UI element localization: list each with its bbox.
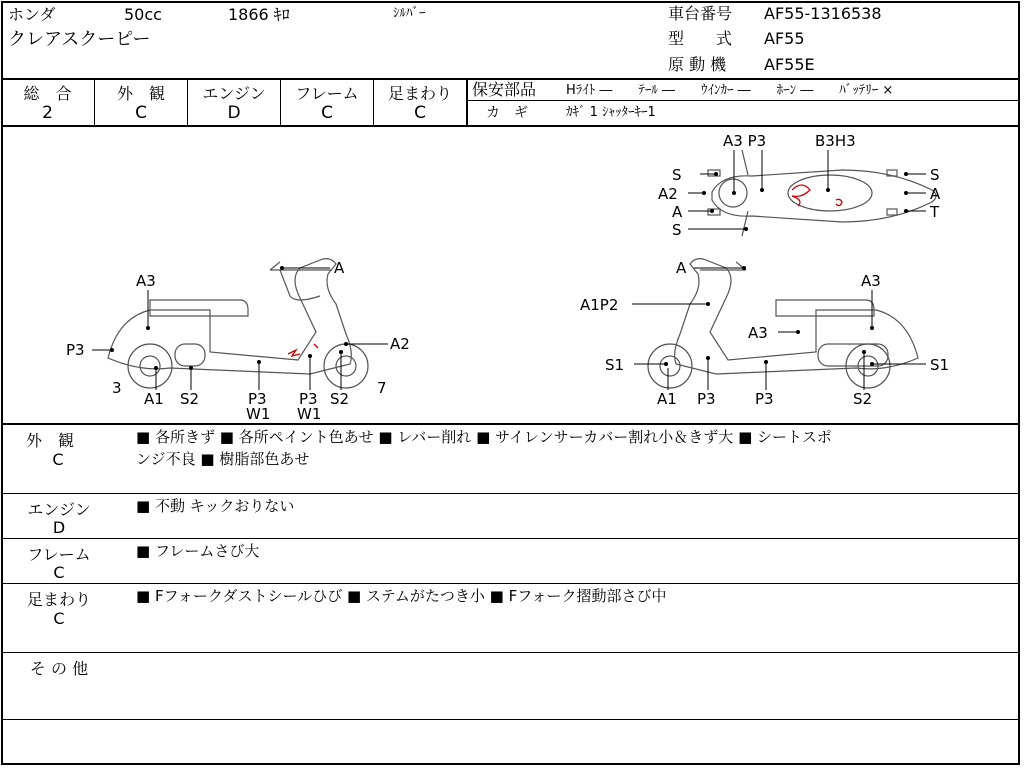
grade-label-engine: エンジン [202,84,266,103]
key-value: ｶｷﾞ 1 ｼｬｯﾀｰｷｰ1 [566,105,656,120]
grade-value-overall: 2 [42,103,53,123]
top-label-s1: S [672,166,682,184]
engine-line-1: ■ 不動 キックおりない [136,497,295,515]
grade-label-suspension: 足まわり [387,84,452,103]
left-label-a2: A2 [390,335,410,353]
section-title-suspension: 足まわり [26,590,91,609]
grade-label-overall: 総 合 [23,84,72,103]
right-label-a1p2: A1P2 [580,296,619,314]
frame-no: AF55-1316538 [764,4,882,23]
left-label-a1: A1 [144,390,164,408]
type-label: 型 式 [668,29,733,48]
top-label-t: T [930,203,940,221]
right-label-a1: A1 [657,390,677,408]
right-label-a3-seat: A3 [861,272,881,290]
section-grade-suspension: C [53,609,65,628]
engine-value: AF55E [764,55,815,74]
grade-value-exterior: C [135,103,147,123]
section-grade-frame: C [53,563,65,582]
section-title-frame: フレーム [27,545,91,564]
left-label-3: 3 [112,379,122,397]
top-label-s2: S [672,221,682,239]
left-label-s2: S2 [180,390,200,408]
top-label-a-right: A [930,185,941,203]
frame-label: 車台番号 [668,4,733,23]
right-label-a3: A3 [748,324,768,342]
grade-value-frame: C [321,103,333,123]
key-label: カ ギ [486,105,528,121]
grade-label-exterior: 外 観 [116,84,165,103]
right-label-s1-rear: S1 [930,356,950,374]
suspension-line-1: ■ Fフォークダストシールひび ■ ステムがたつき小 ■ Fフォーク摺動部さび中 [136,587,667,605]
section-grade-exterior: C [52,450,64,469]
top-label-b3h3: B3H3 [815,132,856,150]
color: ｼﾙﾊﾞｰ [393,6,426,21]
left-label-a3: A3 [136,272,156,290]
grade-value-engine: D [227,103,241,123]
right-label-s2: S2 [853,390,873,408]
section-title-engine: エンジン [27,500,91,519]
displacement: 50cc [124,5,162,24]
damage-diagram [0,126,1020,424]
mileage: 1866 ｷﾛ [228,5,290,24]
right-label-p3-2: P3 [755,390,774,408]
left-label-s2-rear: S2 [330,390,350,408]
safety-items: Hﾗｲﾄ ― ﾃｰﾙ ― ｳｲﾝｶｰ ― ﾎｰﾝ ― ﾊﾞｯﾃﾘｰ × [566,83,894,98]
top-label-a: A [672,203,683,221]
left-label-7: 7 [377,379,387,397]
right-label-s1-front: S1 [605,356,625,374]
exterior-line-1: ■ 各所きず ■ 各所ペイント色あせ ■ レバー削れ ■ サイレンサーカバー割れ小＆きず大 ■ シートスポ [136,428,832,446]
section-title-other: そ の 他 [29,659,89,678]
left-label-w1-2: W1 [297,405,322,423]
frame-line-1: ■ フレームさび大 [136,542,260,560]
safety-label: 保安部品 [472,80,537,99]
right-label-p3: P3 [697,390,716,408]
left-label-p3-w2: P3 [299,390,318,408]
engine-label: 原 動 機 [668,55,727,74]
section-title-exterior: 外 観 [25,431,74,450]
top-label-a3p3: A3 P3 [723,132,767,150]
model-name: クレアスクーピー [8,29,151,50]
top-label-s3: S [930,166,940,184]
section-grade-engine: D [52,518,66,537]
top-label-a2: A2 [658,185,678,203]
left-label-a: A [334,259,345,277]
grade-label-frame: フレーム [295,84,359,103]
left-label-p3-w: P3 [248,390,267,408]
type-value: AF55 [764,29,805,48]
left-label-w1: W1 [246,405,271,423]
left-label-p3: P3 [66,341,85,359]
scooter-top-view [708,150,936,236]
right-label-a: A [676,259,687,277]
exterior-line-2: ンジ不良 ■ 樹脂部色あせ [136,450,310,468]
maker: ホンダ [8,5,56,24]
grade-value-suspension: C [414,103,426,123]
